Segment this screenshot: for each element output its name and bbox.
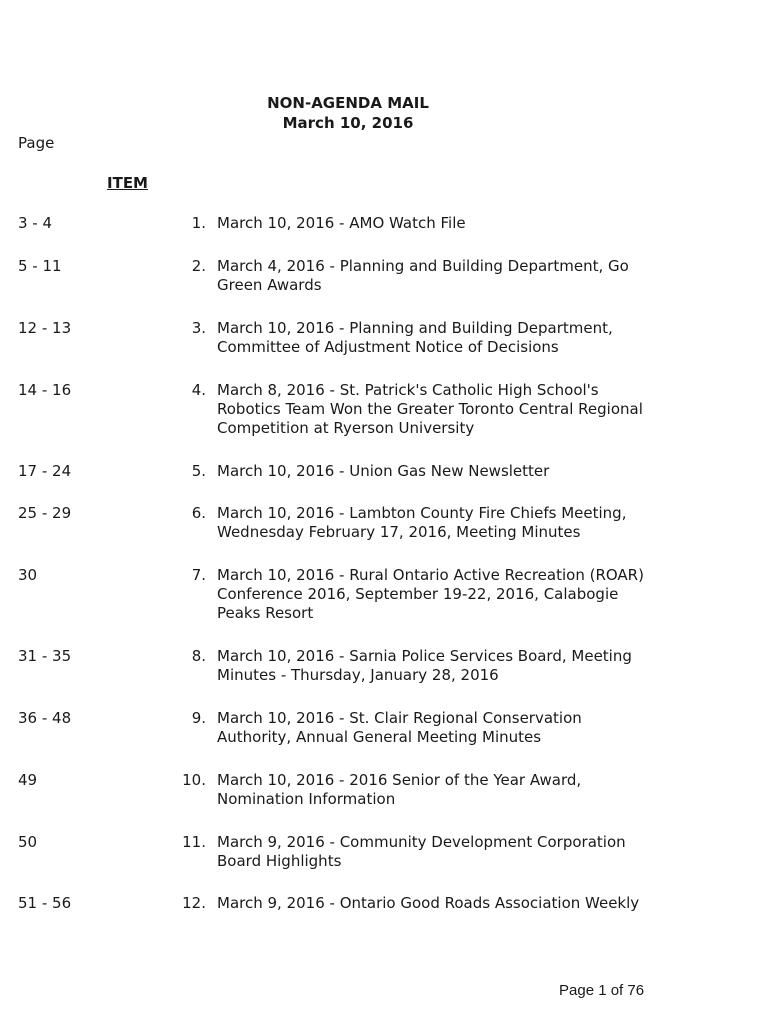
item-page-range: 14 - 16 [18, 381, 72, 399]
item-number: 4. [191, 381, 206, 399]
item-page-range: 36 - 48 [18, 709, 72, 727]
item-page-range: 3 - 4 [18, 214, 53, 232]
item-description-line: Conference 2016, September 19-22, 2016, Calabogie [217, 585, 619, 603]
item-description-line: Robotics Team Won the Greater Toronto Central Regional [217, 400, 643, 418]
item-number: 3. [191, 319, 206, 337]
item-description-line: Minutes - Thursday, January 28, 2016 [217, 666, 499, 684]
item-page-range: 12 - 13 [18, 319, 72, 337]
item-description-line: Green Awards [217, 276, 322, 294]
item-description-line: Wednesday February 17, 2016, Meeting Minutes [217, 523, 581, 541]
item-page-range: 5 - 11 [18, 257, 62, 275]
item-description [217, 771, 677, 809]
item-description-line: March 10, 2016 - AMO Watch File [217, 214, 466, 232]
item-number: 6. [191, 504, 206, 522]
item-number: 1. [191, 214, 206, 232]
item-description-line: Board Highlights [217, 852, 342, 870]
item-description [217, 833, 677, 871]
item-description [217, 462, 677, 481]
page-indicator: Page 1 of 76 [559, 982, 645, 999]
page-column-header: Page [18, 134, 55, 152]
item-description [217, 381, 677, 438]
item-description-line: March 10, 2016 - St. Clair Regional Conservation [217, 709, 582, 727]
item-description-line: March 10, 2016 - Lambton County Fire Chiefs Meeting, [217, 504, 627, 522]
item-number: 2. [191, 257, 206, 275]
item-description-line: March 10, 2016 - Union Gas New Newsletter [217, 462, 550, 480]
item-page-range: 50 [18, 833, 38, 851]
item-description [217, 319, 677, 357]
item-page-range: 25 - 29 [18, 504, 72, 522]
item-page-range: 17 - 24 [18, 462, 72, 480]
item-number: 5. [191, 462, 206, 480]
item-description-line: March 9, 2016 - Ontario Good Roads Association Weekly [217, 894, 640, 912]
item-number: 9. [191, 709, 206, 727]
item-description [217, 709, 677, 747]
item-description-line: March 8, 2016 - St. Patrick's Catholic High School's [217, 381, 599, 399]
document-date: March 10, 2016 [282, 114, 414, 132]
item-description [217, 257, 677, 295]
item-description-line: March 10, 2016 - 2016 Senior of the Year Award, [217, 771, 582, 789]
item-page-range: 30 [18, 566, 38, 584]
item-description-line: March 10, 2016 - Planning and Building Department, [217, 319, 613, 337]
item-description [217, 504, 677, 542]
item-number: 8. [191, 647, 206, 665]
item-page-range: 51 - 56 [18, 894, 72, 912]
item-description [217, 894, 677, 913]
item-description-line: Authority, Annual General Meeting Minutes [217, 728, 542, 746]
item-description-line: Competition at Ryerson University [217, 419, 475, 437]
item-description-line: Peaks Resort [217, 604, 314, 622]
item-number: 12. [182, 894, 206, 912]
item-column-header: ITEM [107, 174, 148, 192]
document-title: NON-AGENDA MAIL [267, 94, 429, 112]
item-description [217, 214, 677, 233]
item-number: 7. [191, 566, 206, 584]
item-description [217, 566, 677, 623]
item-page-range: 31 - 35 [18, 647, 72, 665]
item-description-line: March 9, 2016 - Community Development Corporation [217, 833, 626, 851]
item-description-line: Committee of Adjustment Notice of Decisions [217, 338, 559, 356]
item-number: 10. [182, 771, 206, 789]
item-number: 11. [182, 833, 206, 851]
item-description [217, 647, 677, 685]
item-description-line: March 10, 2016 - Rural Ontario Active Recreation (ROAR) [217, 566, 644, 584]
item-description-line: March 4, 2016 - Planning and Building Department, Go [217, 257, 629, 275]
item-description-line: March 10, 2016 - Sarnia Police Services Board, Meeting [217, 647, 632, 665]
item-page-range: 49 [18, 771, 38, 789]
item-description-line: Nomination Information [217, 790, 396, 808]
